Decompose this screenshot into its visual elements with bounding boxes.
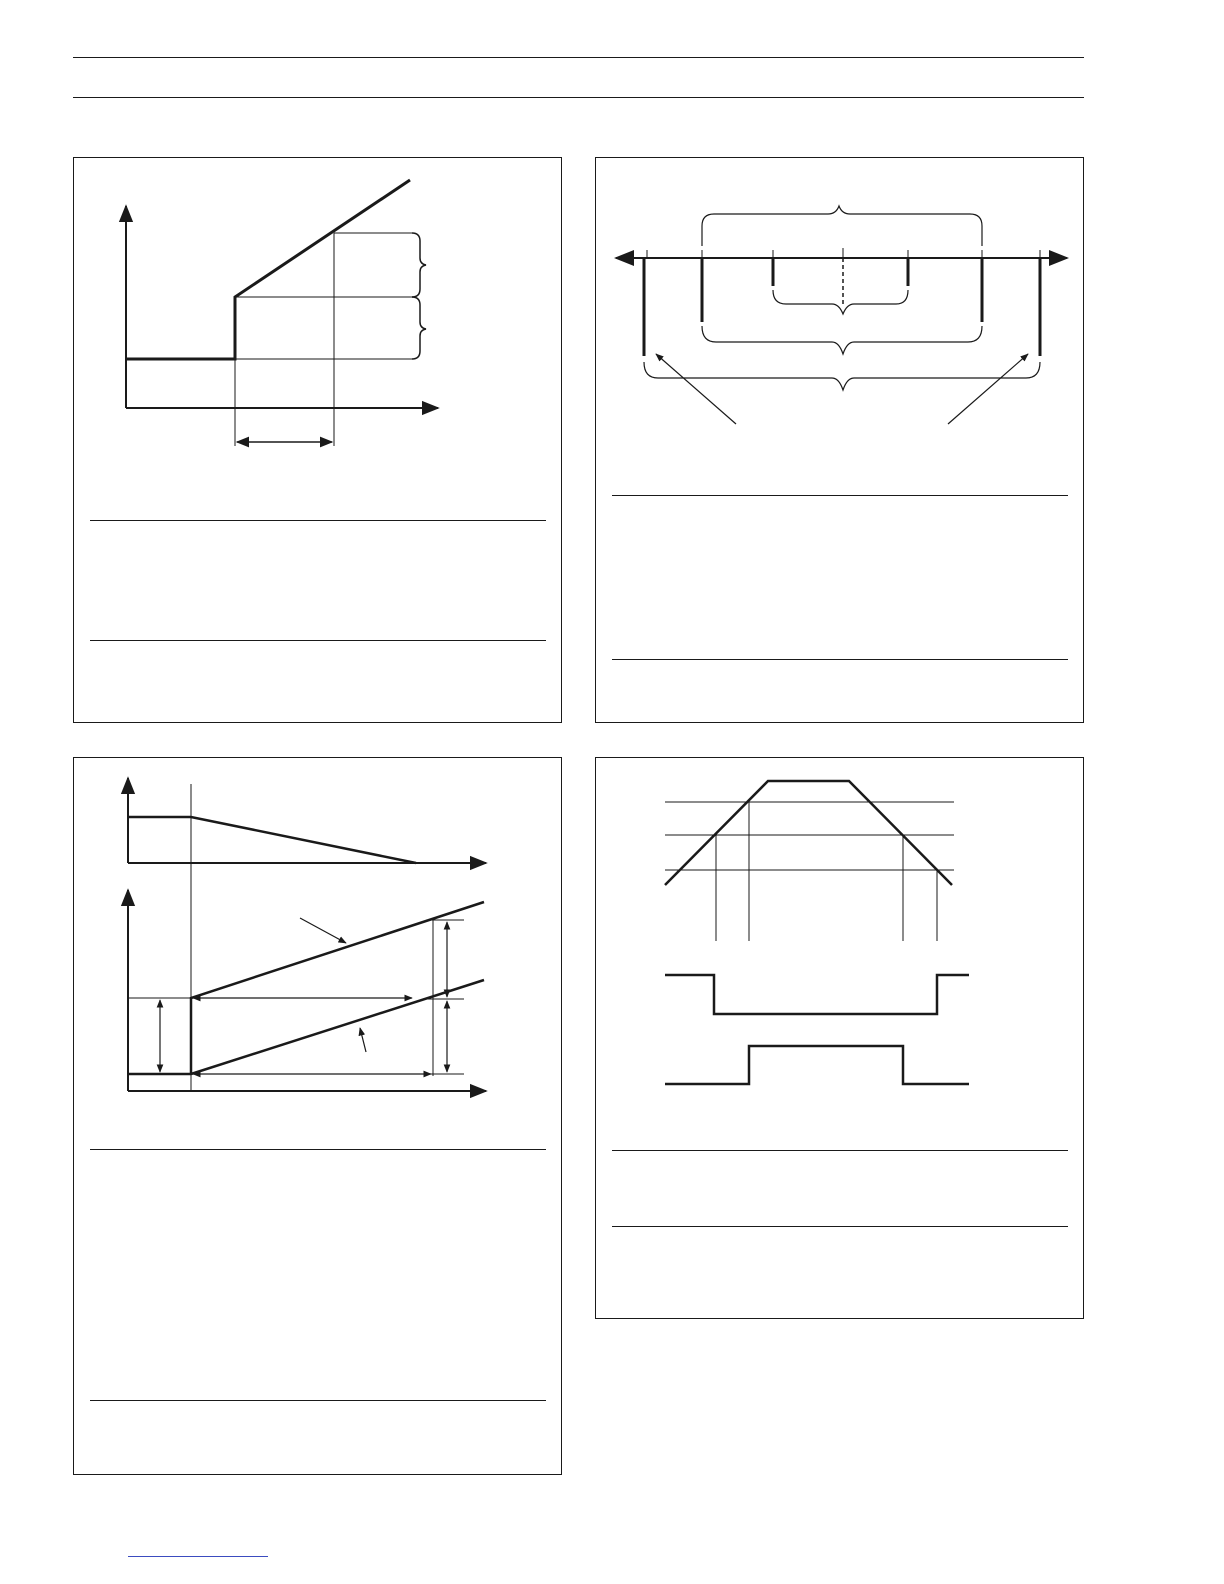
upper-decay-signal <box>128 817 416 863</box>
pointer-upper-ramp <box>300 918 346 943</box>
threshold-diagram <box>596 758 1085 1108</box>
header-top-rule <box>73 57 1084 58</box>
step-ramp-signal <box>126 180 410 359</box>
middle-brace <box>702 326 982 354</box>
separator-a2 <box>90 640 546 641</box>
band-diagram <box>596 158 1085 478</box>
pointer-right <box>948 354 1028 424</box>
separator-c2 <box>90 1400 546 1401</box>
figure-panel-b <box>595 157 1084 723</box>
footer-link[interactable] <box>128 1556 268 1557</box>
separator-b2 <box>612 659 1068 660</box>
lower-ramp-line <box>191 980 484 1074</box>
upper-ramp-line <box>191 902 484 1074</box>
separator-b1 <box>612 495 1068 496</box>
brace-upper <box>412 233 426 297</box>
outer-brace <box>644 362 1040 390</box>
trapezoid-signal <box>665 781 952 885</box>
figure-panel-c <box>73 757 562 1475</box>
separator-c1 <box>90 1149 546 1150</box>
header-bottom-rule <box>73 97 1084 98</box>
pointer-left <box>656 354 736 424</box>
top-brace <box>702 206 982 246</box>
figure-panel-a <box>73 157 562 723</box>
step-ramp-diagram <box>74 158 563 498</box>
output-high-pulse <box>665 1046 969 1084</box>
figure-panel-d <box>595 757 1084 1319</box>
brace-lower <box>412 297 426 359</box>
dual-ramp-diagram <box>74 758 563 1138</box>
inner-brace <box>773 290 908 314</box>
output-low-pulse <box>665 975 969 1014</box>
separator-d2 <box>612 1226 1068 1227</box>
pointer-lower-ramp <box>360 1028 366 1052</box>
separator-a1 <box>90 520 546 521</box>
separator-d1 <box>612 1150 1068 1151</box>
